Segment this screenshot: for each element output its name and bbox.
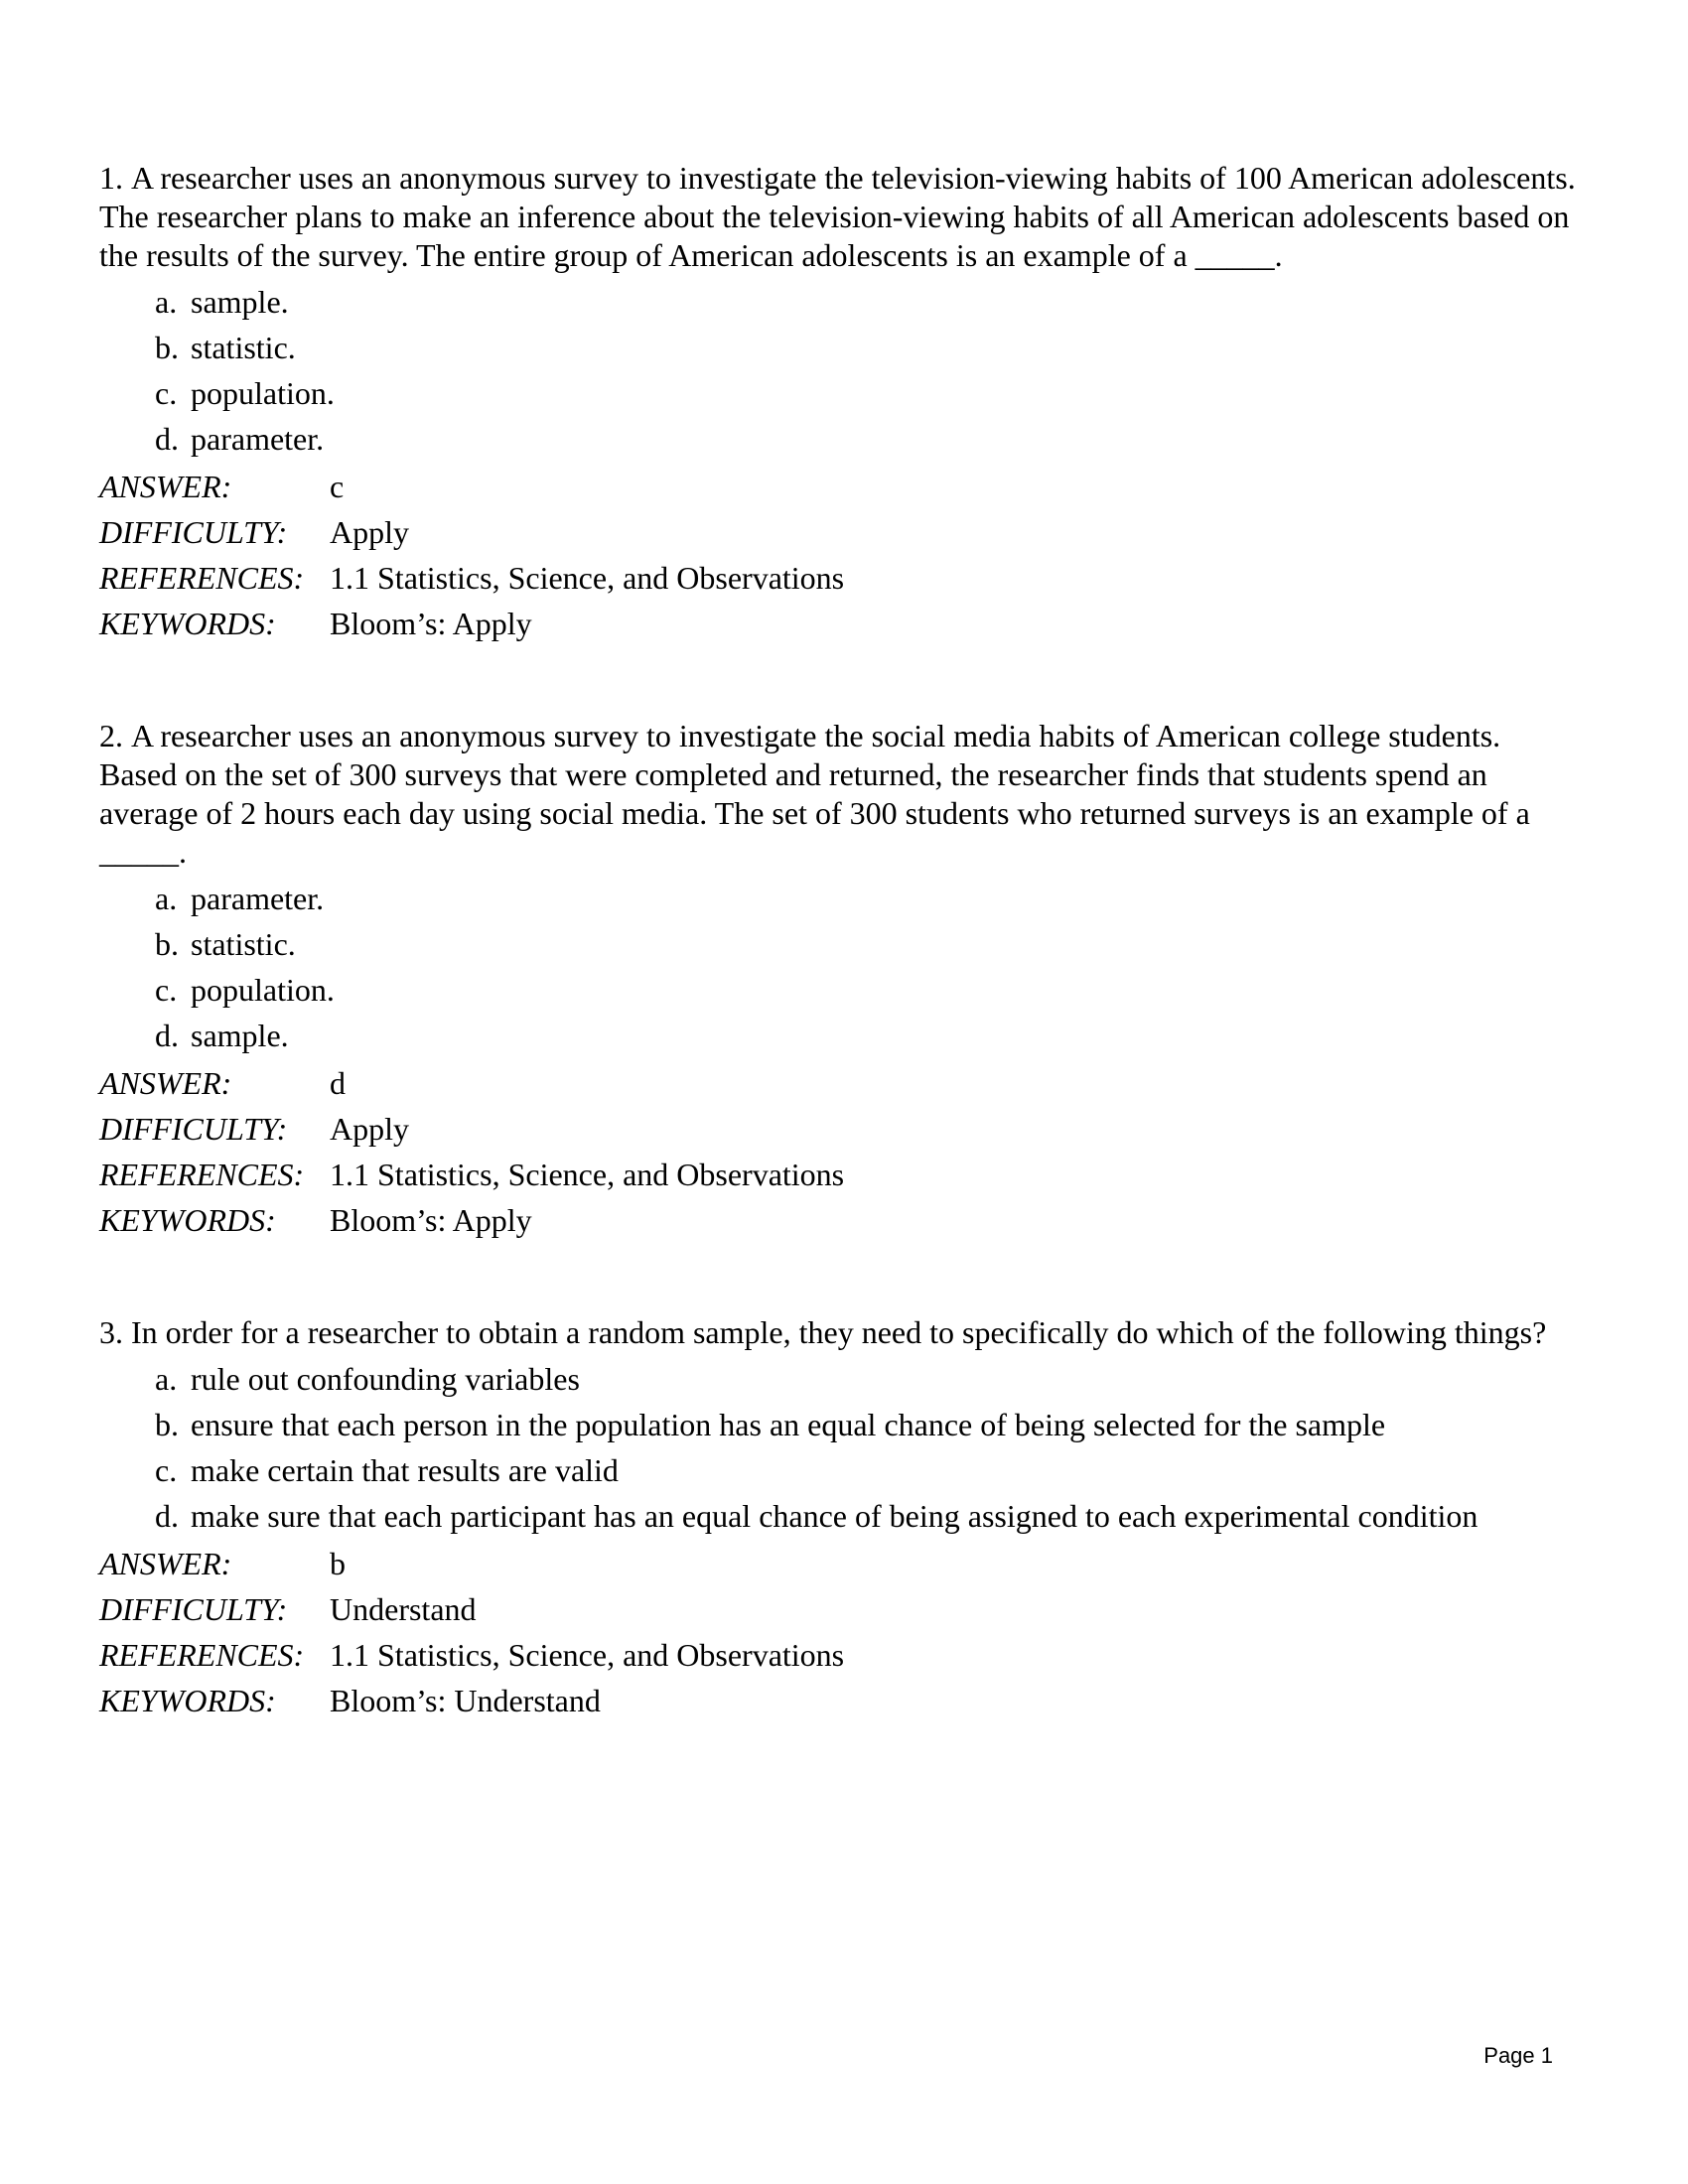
question-body: A researcher uses an anonymous survey to investigate the social media habits of American college students. Based on the set of 300 surveys that were completed and returned, the researcher finds that students spend an average of 2 hours each day using social media. The set of 300 students who returned surveys is an example of a _____. [99, 718, 1530, 870]
meta-label: ANSWER: [99, 469, 232, 504]
option-text: sample. [191, 284, 289, 320]
meta-row-difficulty [99, 513, 1584, 552]
option-item [99, 283, 1584, 322]
meta-value: Understand [330, 1591, 477, 1627]
option-letter: a. [155, 1361, 178, 1397]
question-text [99, 717, 1584, 872]
options-list [99, 880, 1584, 1055]
question-body: In order for a researcher to obtain a random sample, they need to specifically do which of the following things? [131, 1314, 1547, 1350]
meta-value: 1.1 Statistics, Science, and Observations [330, 1637, 845, 1673]
question-number: 3. [99, 1314, 123, 1350]
meta-row-references [99, 1636, 1584, 1675]
meta-row-references [99, 1156, 1584, 1194]
meta-list [99, 1545, 1584, 1720]
meta-value: Apply [330, 514, 409, 550]
meta-value: c [330, 469, 345, 504]
option-letter: c. [155, 1452, 178, 1488]
question-number: 2. [99, 718, 123, 753]
option-letter: a. [155, 881, 178, 916]
option-letter: c. [155, 972, 178, 1008]
option-text: make certain that results are valid [191, 1452, 619, 1488]
option-item [99, 1406, 1584, 1444]
question-body: A researcher uses an anonymous survey to investigate the television-viewing habits of 100 American adolescents. The researcher plans to make an inference about the television-viewing habits of all American adolescents based on the results of the survey. The entire group of American adolescents is an example of a _____. [99, 160, 1576, 273]
option-item [99, 1017, 1584, 1055]
option-text: parameter. [191, 421, 325, 457]
meta-value: d [330, 1065, 346, 1101]
option-item [99, 329, 1584, 367]
option-letter: d. [155, 1498, 179, 1534]
meta-label: KEYWORDS: [99, 1683, 276, 1718]
question-number: 1. [99, 160, 123, 196]
meta-value: Bloom’s: Understand [330, 1683, 601, 1718]
option-letter: c. [155, 375, 178, 411]
option-text: population. [191, 972, 335, 1008]
meta-row-keywords [99, 605, 1584, 643]
page-content [99, 159, 1584, 1720]
option-text: sample. [191, 1018, 289, 1053]
meta-label: DIFFICULTY: [99, 514, 288, 550]
meta-row-difficulty [99, 1110, 1584, 1149]
page-footer: Page 1 [1483, 2043, 1553, 2068]
question-text [99, 159, 1584, 275]
meta-label: ANSWER: [99, 1065, 232, 1101]
option-letter: a. [155, 284, 178, 320]
option-item [99, 880, 1584, 918]
meta-value: Apply [330, 1111, 409, 1147]
meta-row-difficulty [99, 1590, 1584, 1629]
meta-row-references [99, 559, 1584, 598]
option-letter: d. [155, 1018, 179, 1053]
meta-row-answer [99, 1545, 1584, 1583]
meta-label: REFERENCES: [99, 1637, 305, 1673]
meta-value: Bloom’s: Apply [330, 1202, 532, 1238]
option-text: statistic. [191, 926, 296, 962]
option-item [99, 1497, 1584, 1536]
option-text: parameter. [191, 881, 325, 916]
meta-row-answer [99, 1064, 1584, 1103]
options-list [99, 283, 1584, 459]
option-letter: d. [155, 421, 179, 457]
option-text: make sure that each participant has an equal chance of being assigned to each experimental condition [191, 1498, 1478, 1534]
option-item [99, 971, 1584, 1010]
question-3 [99, 1313, 1584, 1720]
meta-label: DIFFICULTY: [99, 1111, 288, 1147]
meta-label: REFERENCES: [99, 1157, 305, 1192]
meta-row-answer [99, 468, 1584, 506]
option-item [99, 925, 1584, 964]
option-item [99, 1451, 1584, 1490]
meta-label: DIFFICULTY: [99, 1591, 288, 1627]
option-text: rule out confounding variables [191, 1361, 580, 1397]
meta-value: 1.1 Statistics, Science, and Observations [330, 560, 845, 596]
option-item [99, 420, 1584, 459]
meta-label: KEYWORDS: [99, 606, 276, 641]
question-2 [99, 717, 1584, 1240]
meta-list [99, 468, 1584, 643]
option-letter: b. [155, 1407, 179, 1442]
option-item [99, 1360, 1584, 1399]
option-text: ensure that each person in the population has an equal chance of being selected for the sample [191, 1407, 1386, 1442]
meta-value: b [330, 1546, 346, 1581]
options-list [99, 1360, 1584, 1536]
question-1 [99, 159, 1584, 643]
meta-row-keywords [99, 1201, 1584, 1240]
meta-label: REFERENCES: [99, 560, 305, 596]
option-item [99, 374, 1584, 413]
meta-label: KEYWORDS: [99, 1202, 276, 1238]
meta-label: ANSWER: [99, 1546, 232, 1581]
question-text [99, 1313, 1584, 1352]
option-letter: b. [155, 330, 179, 365]
meta-value: 1.1 Statistics, Science, and Observations [330, 1157, 845, 1192]
option-letter: b. [155, 926, 179, 962]
meta-row-keywords [99, 1682, 1584, 1720]
option-text: population. [191, 375, 335, 411]
option-text: statistic. [191, 330, 296, 365]
meta-value: Bloom’s: Apply [330, 606, 532, 641]
meta-list [99, 1064, 1584, 1240]
